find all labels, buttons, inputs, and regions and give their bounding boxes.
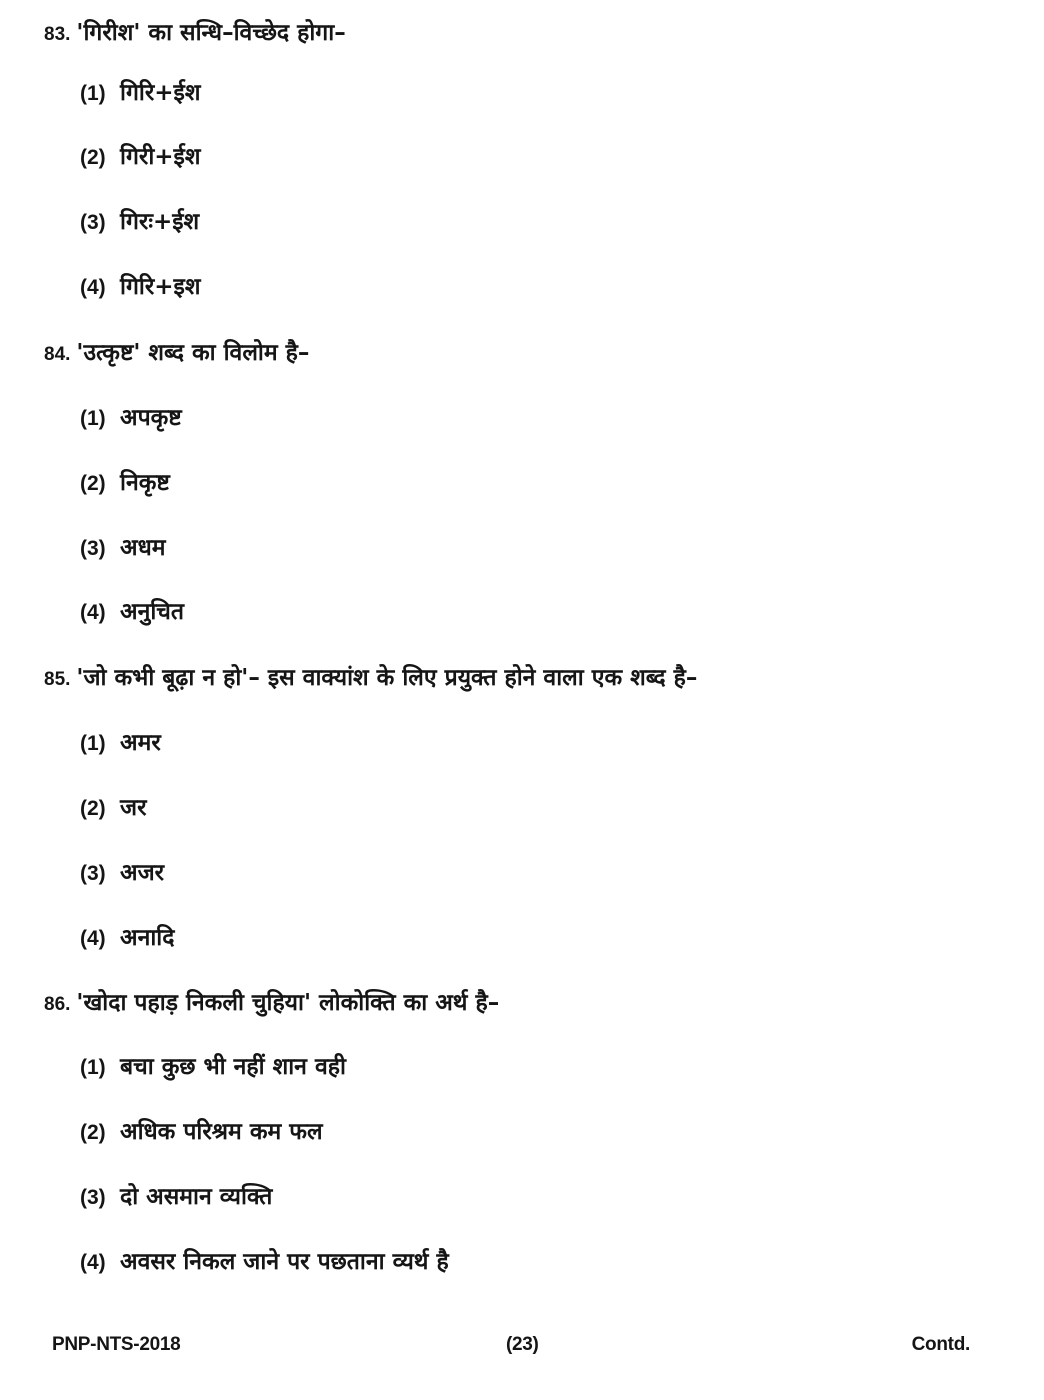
option-number: (2) [80, 797, 106, 820]
option-84-3 [80, 533, 165, 564]
question-text: 'जो कभी बूढ़ा न हो'– इस वाक्यांश के लिए प्रयुक्त होने वाला एक शब्द है– [76, 665, 698, 691]
option-number: (2) [80, 1121, 106, 1144]
page-number: (23) [506, 1334, 539, 1355]
option-84-4 [80, 597, 184, 628]
option-85-2 [80, 793, 146, 824]
option-text: गिरि+इश [120, 274, 201, 300]
question-text: 'खोदा पहाड़ निकली चुहिया' लोकोक्ति का अर्थ है– [76, 990, 500, 1016]
question-number: 84. [44, 344, 71, 365]
question-85 [44, 663, 697, 695]
option-text: अनुचित [120, 599, 185, 625]
option-number: (2) [80, 146, 106, 169]
option-number: (3) [80, 211, 106, 234]
option-number: (4) [80, 276, 106, 299]
option-number: (1) [80, 1056, 106, 1079]
option-text: दो असमान व्यक्ति [120, 1184, 273, 1210]
option-86-2 [80, 1117, 323, 1148]
option-83-4 [80, 272, 200, 303]
option-text: गिरः+ईश [120, 209, 200, 235]
option-86-3 [80, 1182, 272, 1213]
question-86 [44, 988, 499, 1020]
paper-code: PNP-NTS-2018 [52, 1334, 181, 1355]
option-86-4 [80, 1247, 449, 1278]
option-84-2 [80, 468, 170, 499]
option-text: गिरि+ईश [120, 80, 201, 106]
option-text: अपकृष्ट [120, 405, 182, 431]
question-text: 'उत्कृष्ट' शब्द का विलोम है– [76, 340, 310, 366]
question-number: 86. [44, 994, 71, 1015]
option-85-1 [80, 728, 161, 759]
option-number: (4) [80, 601, 106, 624]
option-number: (3) [80, 537, 106, 560]
question-83 [44, 18, 346, 50]
option-83-3 [80, 207, 199, 238]
option-84-1 [80, 403, 182, 434]
option-number: (4) [80, 927, 106, 950]
option-text: अधम [120, 535, 166, 561]
option-number: (4) [80, 1251, 106, 1274]
option-number: (3) [80, 862, 106, 885]
option-text: गिरी+ईश [120, 144, 201, 170]
option-text: अजर [120, 860, 165, 886]
question-text: 'गिरीश' का सन्धि–विच्छेद होगा– [76, 20, 346, 46]
option-text: अनादि [120, 925, 175, 951]
option-85-4 [80, 923, 174, 954]
question-number: 83. [44, 24, 71, 45]
option-number: (3) [80, 1186, 106, 1209]
option-85-3 [80, 858, 164, 889]
continued-label: Contd. [911, 1334, 970, 1355]
option-86-1 [80, 1052, 346, 1083]
option-number: (1) [80, 407, 106, 430]
option-number: (2) [80, 472, 106, 495]
option-text: अधिक परिश्रम कम फल [120, 1119, 323, 1145]
option-text: अवसर निकल जाने पर पछताना व्यर्थ है [120, 1249, 449, 1275]
question-84 [44, 338, 309, 370]
option-text: अमर [120, 730, 161, 756]
option-number: (1) [80, 732, 106, 755]
option-text: जर [120, 795, 147, 821]
option-text: बचा कुछ भी नहीं शान वही [120, 1054, 346, 1080]
option-text: निकृष्ट [120, 470, 170, 496]
option-number: (1) [80, 82, 106, 105]
option-83-2 [80, 142, 200, 173]
question-number: 85. [44, 669, 71, 690]
option-83-1 [80, 78, 200, 109]
